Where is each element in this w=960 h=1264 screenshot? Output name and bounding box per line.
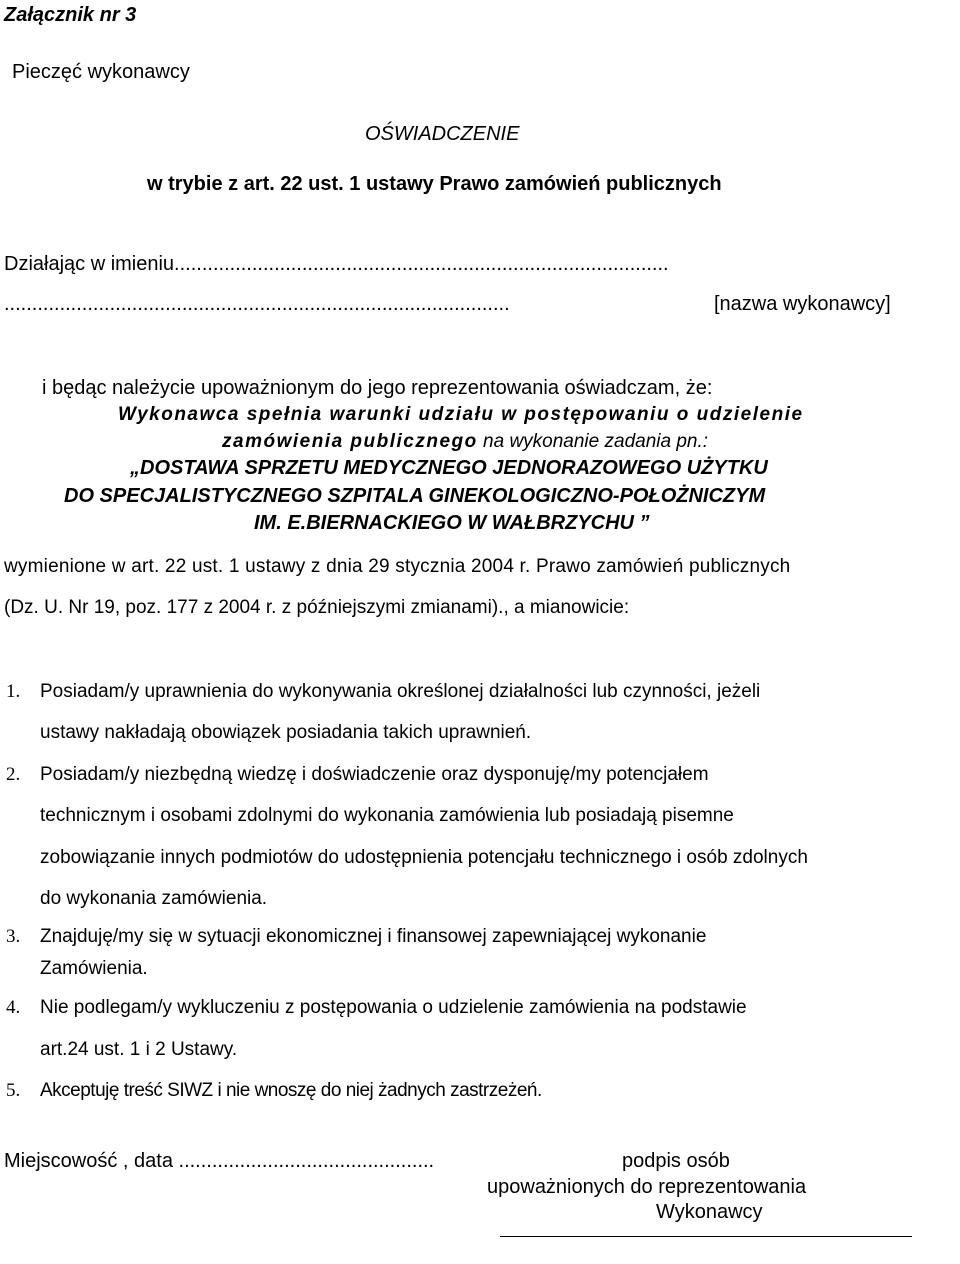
item-text-line: Akceptuję treść SIWZ i nie wnoszę do niej żadnych zastrzeżeń.	[40, 1080, 542, 1101]
item-number: 5.	[6, 1080, 21, 1101]
task-title-line1: „DOSTAWA SPRZETU MEDYCZNEGO JEDNORAZOWEGO UŻYTKU	[130, 457, 768, 479]
item-text-line: art.24 ust. 1 i 2 Ustawy.	[40, 1039, 238, 1060]
item-text-line: Znajduję/my się w sytuacji ekonomicznej i finansowej zapewniającej wykonanie	[40, 926, 707, 947]
contractor-name-label: [nazwa wykonawcy]	[714, 293, 891, 315]
signature-line	[500, 1236, 912, 1237]
attachment-label: Załącznik nr 3	[4, 4, 137, 26]
legal-basis-line2: (Dz. U. Nr 19, poz. 177 z 2004 r. z późniejszymi zmianami)., a mianowicie:	[4, 597, 630, 618]
contractor-name-dots: ...........................................................................................	[4, 293, 510, 315]
place-date-field: Miejscowość , data ..............................................	[4, 1150, 435, 1172]
item-number: 2.	[6, 764, 21, 785]
document-subtitle: w trybie z art. 22 ust. 1 ustawy Prawo zamówień publicznych	[147, 173, 722, 195]
public-procurement-term: zamówienia publicznego	[222, 431, 478, 452]
item-text-line: do wykonania zamówienia.	[40, 888, 268, 909]
signature-caption-line2: upoważnionych do reprezentowania	[487, 1176, 807, 1198]
stamp-label: Pieczęć wykonawcy	[12, 61, 190, 83]
declaration-statement-line1: Wykonawca spełnia warunki udziału w postępowaniu o udzielenie	[118, 404, 804, 425]
item-text-line: ustawy nakładają obowiązek posiadania takich uprawnień.	[40, 722, 532, 743]
item-number: 1.	[6, 681, 21, 702]
item-text-line: Nie podlegam/y wykluczeniu z postępowania o udzielenie zamówienia na podstawie	[40, 997, 747, 1018]
legal-basis-line1: wymienione w art. 22 ust. 1 ustawy z dnia 29 stycznia 2004 r. Prawo zamówień publicznych	[4, 556, 791, 577]
signature-caption-line1: podpis osób	[622, 1150, 730, 1172]
declaration-statement-line2	[222, 431, 708, 453]
task-intro-text: na wykonanie zadania pn.:	[477, 431, 709, 452]
task-title-line3: IM. E.BIERNACKIEGO W WAŁBRZYCHU ”	[254, 512, 650, 534]
item-text-line: Posiadam/y niezbędną wiedzę i doświadczenie oraz dysponuję/my potencjałem	[40, 764, 709, 785]
item-text-line: Zamówienia.	[40, 958, 148, 979]
acting-on-behalf-line: Działając w imieniu.........................................................................................	[4, 253, 669, 275]
item-number: 3.	[6, 926, 21, 947]
declaration-intro: i będąc należycie upoważnionym do jego reprezentowania oświadczam, że:	[42, 377, 713, 399]
task-title-line2: DO SPECJALISTYCZNEGO SZPITALA GINEKOLOGICZNO-POŁOŻNICZYM	[64, 485, 766, 507]
document-title: OŚWIADCZENIE	[365, 123, 520, 145]
item-text-line: Posiadam/y uprawnienia do wykonywania określonej działalności lub czynności, jeżeli	[40, 681, 761, 702]
signature-caption-line3: Wykonawcy	[656, 1201, 763, 1223]
item-text-line: zobowiązanie innych podmiotów do udostępnienia potencjału technicznego i osób zdolnych	[40, 847, 808, 868]
item-number: 4.	[6, 997, 21, 1018]
item-text-line: technicznym i osobami zdolnymi do wykonania zamówienia lub posiadają pisemne	[40, 805, 734, 826]
